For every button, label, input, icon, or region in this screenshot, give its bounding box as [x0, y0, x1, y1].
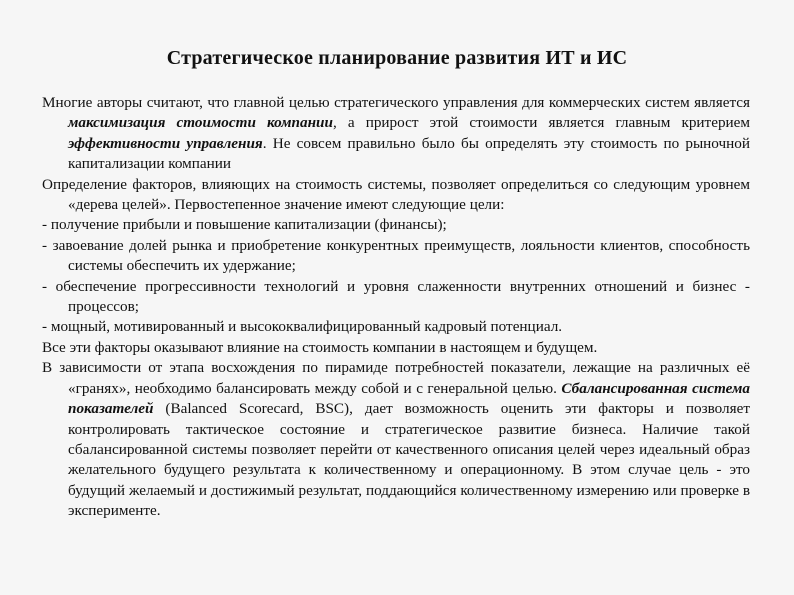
- paragraph-factors: Определение факторов, влияющих на стоимость системы, позволяет определиться со следующим уровнем «дерева целей». Первостепенное значение имеют следующие цели:: [42, 175, 750, 214]
- paragraph-goal-text-3: . Не совсем правильно было бы определять эту стоимость по рыночной капитализации компании: [68, 134, 750, 173]
- list-item-technology: - обеспечение прогрессивности технологий и уровня слаженности внутренних отношений и бизнес - процессов;: [42, 277, 750, 316]
- slide-title: Стратегическое планирование развития ИТ и ИС: [166, 47, 628, 69]
- emphasis-management-efficiency: эффективности управления: [68, 134, 263, 152]
- emphasis-balanced-scorecard: Сбалансированная система показателей: [68, 379, 750, 418]
- paragraph-goal-text-1: Многие авторы считают, что главной целью стратегического управления для коммерческих систем является: [42, 94, 750, 111]
- list-item-market: - завоевание долей рынка и приобретение конкурентных преимуществ, лояльности клиентов, способность системы обеспечить их удержание;: [42, 236, 750, 275]
- list-item-staff: - мощный, мотивированный и высококвалифицированный кадровый потенциал.: [42, 318, 563, 336]
- paragraph-goal-text-2: , а прирост этой стоимости является главным критерием: [332, 114, 751, 132]
- slide-body: [42, 93, 750, 522]
- list-item-finance: - получение прибыли и повышение капитализации (финансы);: [42, 216, 447, 234]
- paragraph-bsc: [42, 358, 750, 521]
- emphasis-company-value: максимизация стоимости компании: [68, 114, 333, 132]
- paragraph-bsc-text-1: В зависимости от этапа восхождения по пирамиде потребностей показатели, лежащие на различных её «гранях», необходимо балансировать между собой и с генеральной целью.: [42, 359, 750, 397]
- paragraph-influence: Все эти факторы оказывают влияние на стоимость компании в настоящем и будущем.: [42, 338, 598, 356]
- paragraph-bsc-text-2: (Balanced Scorecard, BSC), дает возможность оценить эти факторы и позволяет контролировать тактическое состояние и стратегическое развитие бизнеса. Наличие такой сбалансированной системы позволяет перейти от качественного описания целей через идеальный образ желательного будущего результата к количественному и операционному. В этом случае цель - это будущий желаемый и достижимый результат, поддающийся количественному измерению или проверке в эксперименте.: [68, 400, 750, 520]
- paragraph-goal: [42, 93, 750, 175]
